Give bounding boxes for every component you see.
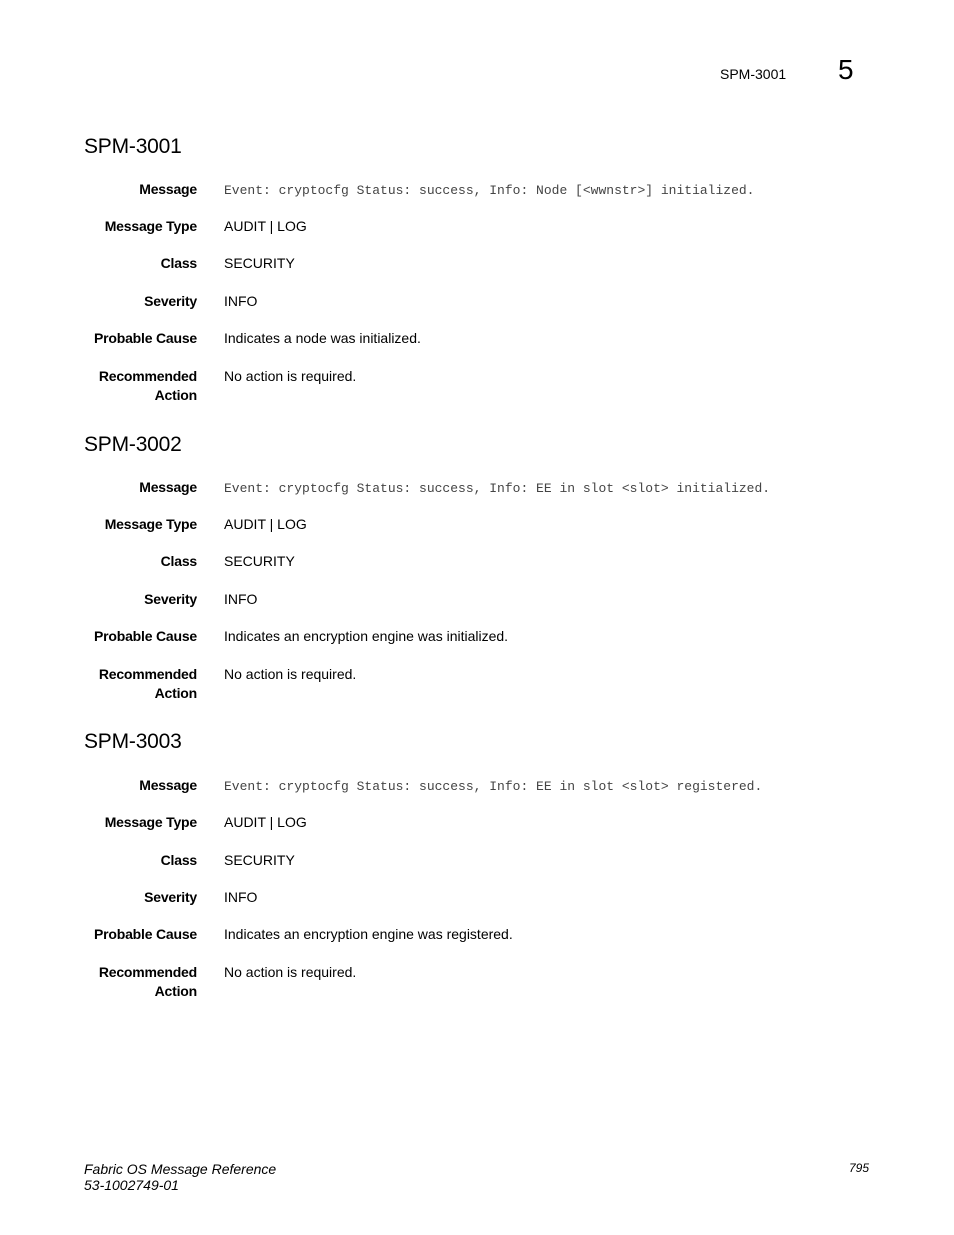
severity-label: Severity	[144, 889, 197, 905]
class-label: Class	[160, 255, 197, 271]
probable-cause-value: Indicates an encryption engine was initialized.	[224, 628, 509, 644]
message-value: Event: cryptocfg Status: success, Info: Node [<wwnstr>] initialized.	[224, 183, 755, 198]
message-type-label: Message Type	[104, 218, 197, 234]
recommended-label-line1: Recommended	[98, 666, 197, 682]
recommended-label-line2: Action	[154, 387, 197, 403]
recommended-label-line1: Recommended	[98, 368, 197, 384]
recommended-action-value: No action is required.	[224, 666, 357, 682]
severity-label: Severity	[144, 591, 197, 607]
message-value: Event: cryptocfg Status: success, Info: EE in slot <slot> initialized.	[224, 481, 771, 496]
recommended-action-value: No action is required.	[224, 964, 357, 980]
severity-value: INFO	[224, 293, 258, 309]
probable-cause-value: Indicates an encryption engine was registered.	[224, 926, 513, 942]
footer-page-number: 795	[849, 1161, 870, 1175]
message-type-value: AUDIT | LOG	[224, 516, 307, 532]
footer-doc-number: 53-1002749-01	[84, 1177, 179, 1193]
message-value: Event: cryptocfg Status: success, Info: EE in slot <slot> registered.	[224, 779, 763, 794]
class-value: SECURITY	[224, 553, 295, 569]
section-title: SPM-3002	[84, 433, 182, 456]
severity-value: INFO	[224, 889, 258, 905]
section-title: SPM-3001	[84, 135, 182, 158]
section-title: SPM-3003	[84, 730, 182, 753]
recommended-label-line1: Recommended	[98, 964, 197, 980]
recommended-action-label	[47, 665, 197, 703]
class-label: Class	[160, 852, 197, 868]
class-value: SECURITY	[224, 852, 295, 868]
message-type-label: Message Type	[104, 814, 197, 830]
message-label: Message	[139, 181, 197, 197]
message-label: Message	[139, 777, 197, 793]
message-type-value: AUDIT | LOG	[224, 218, 307, 234]
recommended-label-line2: Action	[154, 983, 197, 999]
recommended-action-label	[47, 367, 197, 405]
running-header-code: SPM-3001	[720, 66, 787, 82]
probable-cause-value: Indicates a node was initialized.	[224, 330, 421, 346]
recommended-label-line2: Action	[154, 685, 197, 701]
severity-value: INFO	[224, 591, 258, 607]
severity-label: Severity	[144, 293, 197, 309]
probable-cause-label: Probable Cause	[93, 926, 197, 942]
message-type-label: Message Type	[104, 516, 197, 532]
probable-cause-label: Probable Cause	[93, 628, 197, 644]
class-label: Class	[160, 553, 197, 569]
chapter-number: 5	[838, 54, 854, 85]
class-value: SECURITY	[224, 255, 295, 271]
message-label: Message	[139, 479, 197, 495]
recommended-action-label	[47, 963, 197, 1001]
footer-doc-title: Fabric OS Message Reference	[84, 1161, 277, 1177]
message-type-value: AUDIT | LOG	[224, 814, 307, 830]
footer-document-info	[84, 1161, 276, 1193]
probable-cause-label: Probable Cause	[93, 330, 197, 346]
recommended-action-value: No action is required.	[224, 368, 357, 384]
